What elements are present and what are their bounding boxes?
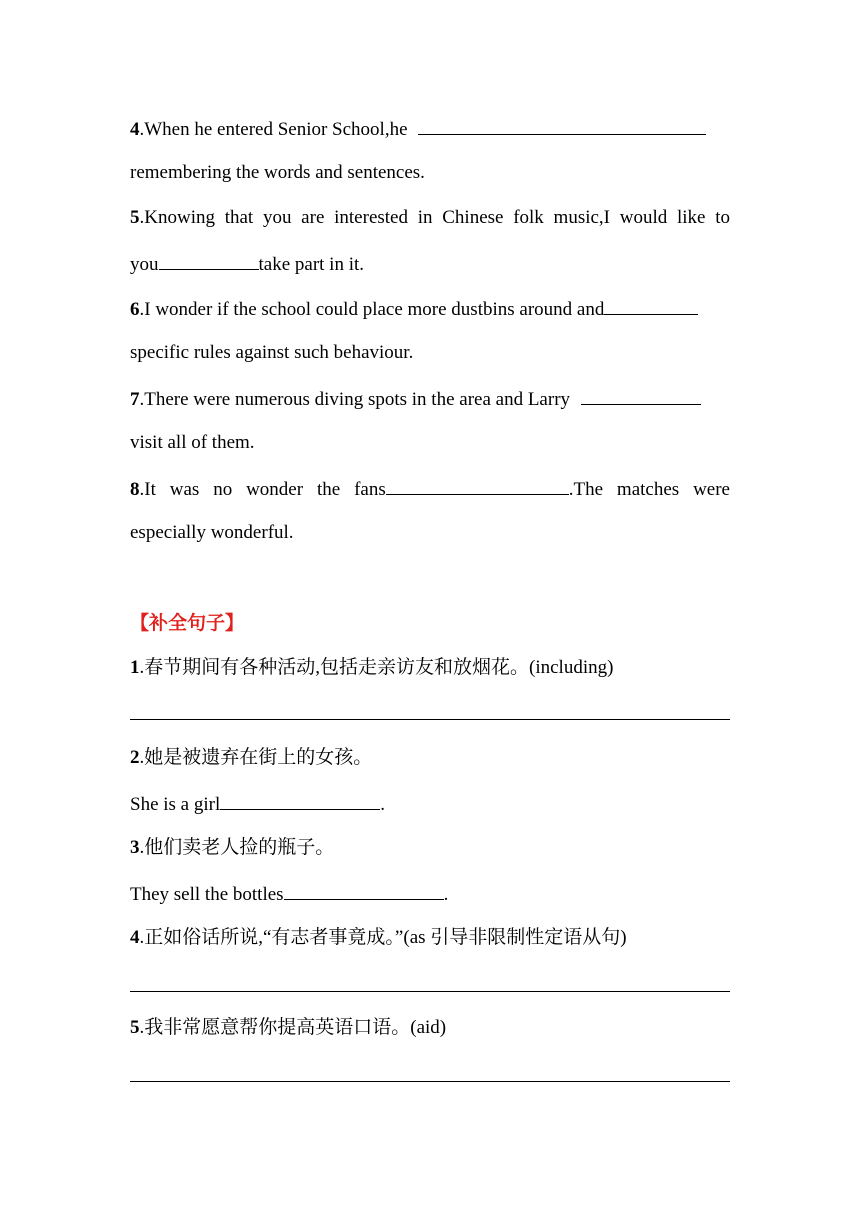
sentence-prompt: .她是被遗弃在街上的女孩。 [139,747,373,768]
question-text: .I wonder if the school could place more dustbins around and [139,299,605,320]
sentence-prompt: .正如俗话所说,“有志者事竟成。”(as 引导非限制性定语从句) [139,927,627,948]
sentence-number: 5 [130,1017,140,1038]
answer-line[interactable] [130,991,730,992]
answer-blank[interactable] [220,791,380,810]
sentence-prompt: .我非常愿意帮你提高英语口语。(aid) [139,1017,447,1038]
question-text: you [130,254,159,275]
sentence-number: 1 [130,657,140,678]
question-text: .The matches were [568,479,730,500]
question-6 [130,296,730,322]
question-8-continuation: especially wonderful. [130,522,294,543]
answer-blank[interactable] [418,116,706,135]
sentence-prompt: .他们卖老人捡的瓶子。 [139,837,335,858]
sentence-2 [130,746,730,770]
section-header: 【补全句子】 [130,612,245,634]
sentence-number: 2 [130,747,140,768]
sentence-3 [130,836,730,860]
question-7 [130,386,730,412]
answer-prefix: They sell the bottles [130,884,284,905]
sentence-5 [130,1016,730,1040]
question-number: 5 [130,207,140,228]
question-text: .There were numerous diving spots in the area and Larry [139,389,575,410]
question-5-continuation [130,251,730,277]
question-text: .It was no wonder the fans [139,479,386,500]
question-number: 7 [130,389,140,410]
sentence-number: 3 [130,837,140,858]
question-number: 8 [130,479,140,500]
question-number: 4 [130,119,140,140]
answer-blank[interactable] [159,251,259,270]
question-text: take part in it. [258,254,365,275]
answer-prefix: She is a girl [130,794,221,815]
question-8 [130,476,730,502]
question-6-continuation: specific rules against such behaviour. [130,342,414,363]
sentence-4 [130,926,730,950]
answer-suffix: . [443,884,449,905]
sentence-1 [130,656,730,680]
answer-blank[interactable] [284,881,444,900]
answer-blank[interactable] [386,476,569,495]
question-5 [130,206,730,230]
sentence-2-answer [130,791,730,817]
answer-suffix: . [380,794,385,815]
question-number: 6 [130,299,140,320]
answer-blank[interactable] [604,296,698,315]
sentence-prompt: .春节期间有各种活动,包括走亲访友和放烟花。(including) [139,657,614,678]
sentence-number: 4 [130,927,140,948]
question-4-continuation: remembering the words and sentences. [130,162,425,183]
answer-line[interactable] [130,1081,730,1082]
question-text: .When he entered Senior School,he [139,119,413,140]
answer-line[interactable] [130,719,730,720]
question-text: .Knowing that you are interested in Chinese folk music,I would like to [139,207,730,228]
answer-blank[interactable] [581,386,701,405]
question-4 [130,116,730,142]
sentence-3-answer [130,881,730,907]
question-7-continuation: visit all of them. [130,432,255,453]
